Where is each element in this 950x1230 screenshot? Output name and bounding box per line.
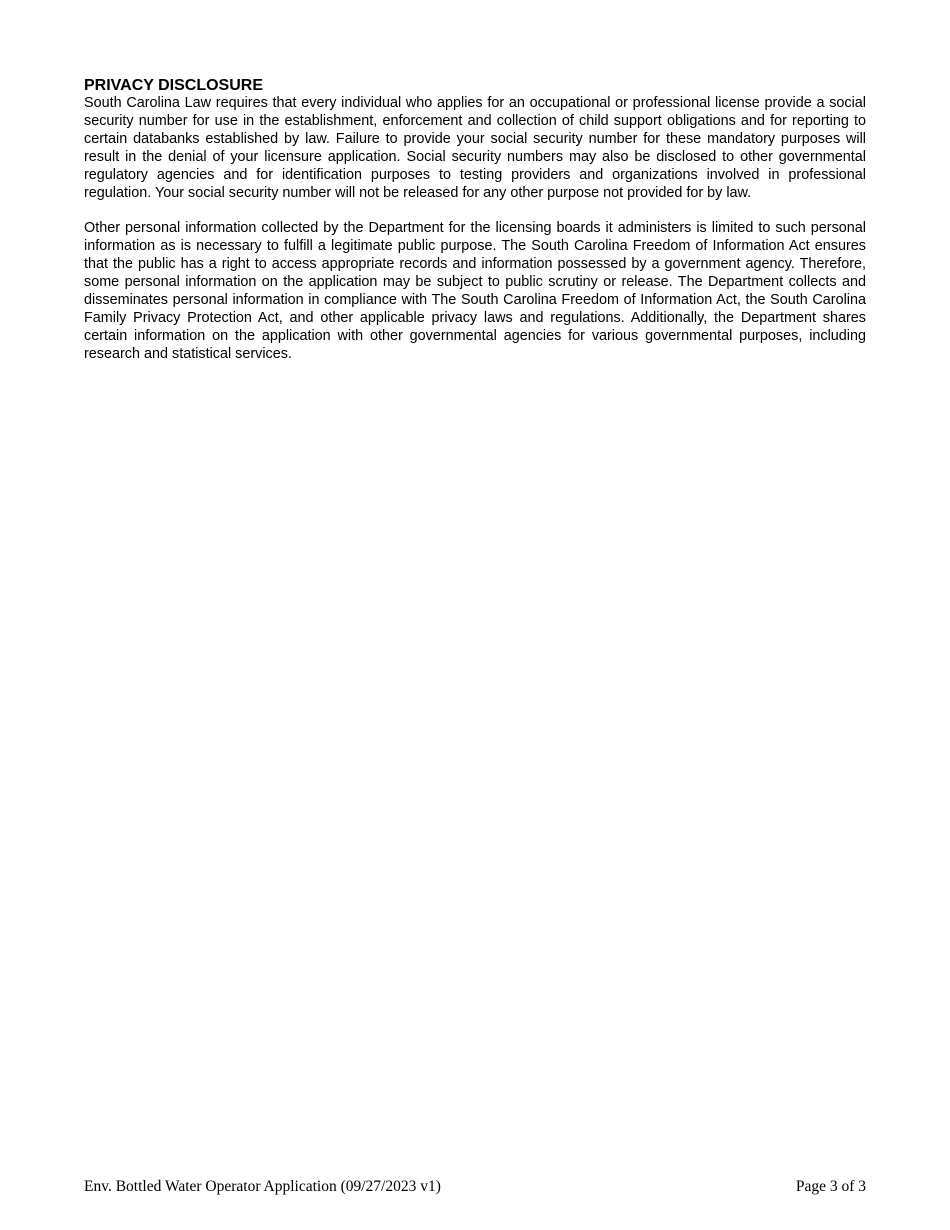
page-footer: [84, 1178, 866, 1196]
paragraph-personal-information: Other personal information collected by the Department for the licensing boards it administers is limited to such personal information as is necessary to fulfill a legitimate public purpose. The South Carolina Freedom of Information Act ensures that the public has a right to access appropriate records and information possessed by a government agency. Therefore, some personal information on the application may be subject to public scrutiny or release. The Department collects and disseminates personal information in compliance with The South Carolina Freedom of Information Act, the South Carolina Family Privacy Protection Act, and other applicable privacy laws and regulations. Additionally, the Department shares certain information on the application with other governmental agencies for various governmental purposes, including research and statistical services.: [84, 220, 866, 362]
privacy-disclosure-section: [84, 77, 866, 364]
footer-form-title: Env. Bottled Water Operator Application (09/27/2023 v1): [84, 1178, 441, 1195]
footer-page-number: Page 3 of 3: [795, 1178, 866, 1195]
paragraph-ssn-disclosure: South Carolina Law requires that every individual who applies for an occupational or professional license provide a social security number for use in the establishment, enforcement and collection of child support obligations and for reporting to certain databanks established by law. Failure to provide your social security number for these mandatory purposes will result in the denial of your licensure application. Social security numbers may also be disclosed to other governmental regulatory agencies and for identification purposes to testing providers and organizations involved in professional regulation. Your social security number will not be released for any other purpose not provided for by law.: [84, 95, 866, 201]
section-heading: PRIVACY DISCLOSURE: [84, 77, 263, 94]
